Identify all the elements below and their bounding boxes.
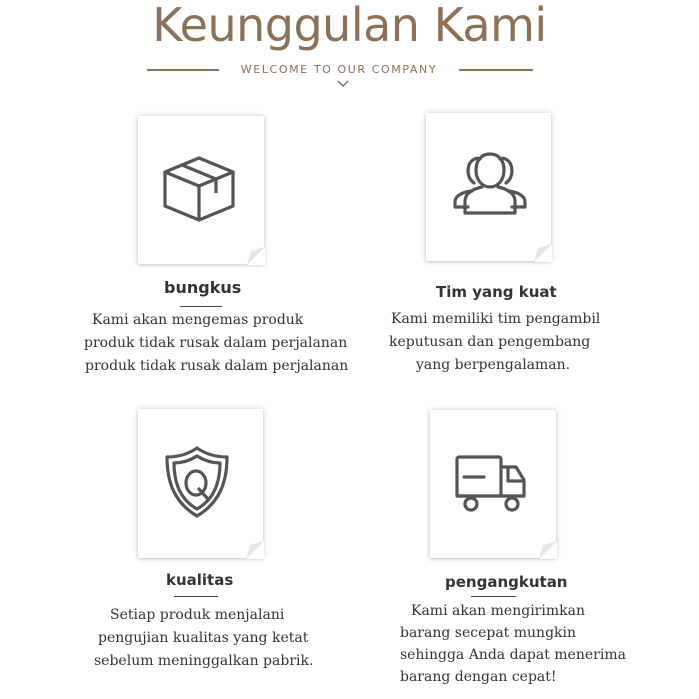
- subtitle-divider-left: [147, 69, 219, 71]
- feature-heading-underline: [180, 306, 222, 307]
- feature-description-packaging: [84, 309, 347, 378]
- description-line: barang dengan cepat!: [400, 669, 557, 685]
- subtitle-divider-right: [459, 69, 533, 71]
- subtitle: WELCOME TO OUR COMPANY: [240, 63, 438, 76]
- description-line: Kami akan mengemas produk: [92, 312, 304, 328]
- page-fold-corner: [539, 541, 557, 559]
- feature-description-shipping: [400, 600, 626, 688]
- page-fold-corner: [247, 247, 265, 265]
- feature-card-shipping: [430, 410, 556, 558]
- description-line: sebelum meninggalkan pabrik.: [94, 653, 314, 669]
- description-line: Kami akan mengirimkan: [411, 603, 585, 619]
- team-users-icon: [452, 151, 528, 217]
- chevron-down-icon: [337, 80, 349, 88]
- quality-shield-icon: [163, 445, 231, 519]
- feature-heading-quality: kualitas: [166, 571, 234, 589]
- feature-card-quality: [138, 409, 263, 558]
- feature-description-team: [389, 308, 601, 377]
- feature-heading-underline: [471, 596, 516, 597]
- feature-heading-team: Tim yang kuat: [436, 283, 557, 301]
- page-title: Keunggulan Kami: [152, 0, 547, 52]
- feature-card-team: [426, 113, 551, 261]
- subtitle-row: [0, 60, 699, 80]
- feature-heading-shipping: pengangkutan: [445, 573, 568, 591]
- feature-heading-packaging: bungkus: [164, 278, 242, 297]
- description-line: yang berpengalaman.: [416, 357, 571, 373]
- description-line: Kami memiliki tim pengambil: [391, 311, 601, 327]
- feature-description-quality: [94, 604, 313, 673]
- page-fold-corner: [534, 244, 552, 262]
- description-line: pengujian kualitas yang ketat: [98, 630, 309, 646]
- description-line: keputusan dan pengembang: [389, 334, 591, 350]
- package-box-icon: [160, 153, 238, 225]
- description-line: produk tidak rusak dalam perjalanan: [84, 335, 348, 351]
- description-line: barang secepat mungkin: [400, 625, 577, 641]
- description-line: Setiap produk menjalani: [110, 607, 285, 623]
- feature-card-packaging: [138, 116, 264, 264]
- description-line: sehingga Anda dapat menerima: [400, 647, 626, 663]
- feature-heading-underline: [174, 596, 218, 597]
- page-fold-corner: [246, 541, 264, 559]
- description-line: produk tidak rusak dalam perjalanan: [85, 358, 349, 374]
- delivery-truck-icon: [454, 452, 528, 514]
